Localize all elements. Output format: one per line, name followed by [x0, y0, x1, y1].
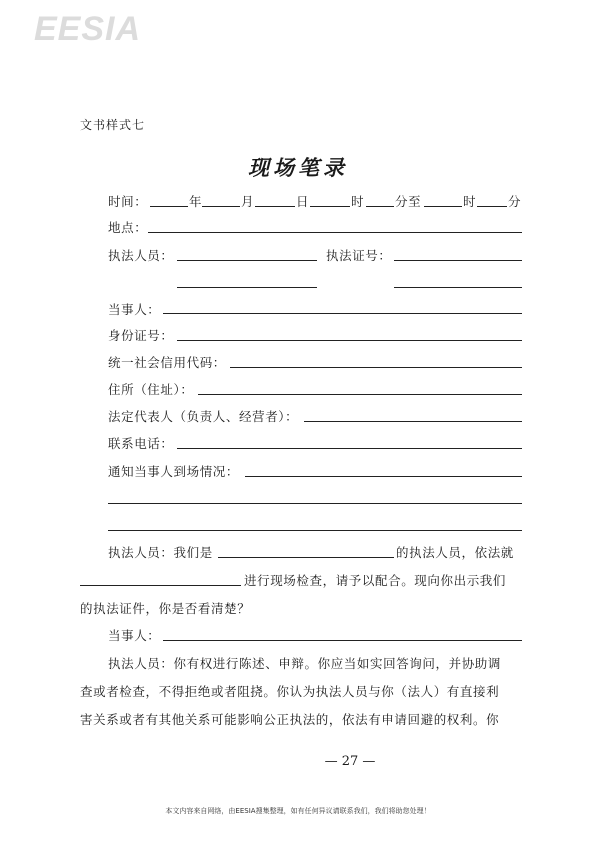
- month-field[interactable]: [202, 206, 240, 207]
- phone-field[interactable]: [177, 448, 522, 449]
- hour2-field[interactable]: [424, 206, 462, 207]
- hour2-label: 时: [463, 194, 477, 209]
- officers-field-2[interactable]: [177, 287, 317, 288]
- address-label: 住所（住址）：: [108, 382, 194, 397]
- statement1-line3: 的执法证件，你是否看清楚？: [80, 601, 251, 616]
- day-field[interactable]: [255, 206, 295, 207]
- place-field[interactable]: [148, 232, 522, 233]
- officers-field-1[interactable]: [177, 260, 317, 261]
- notice-field-2[interactable]: [108, 503, 522, 504]
- id-no-field[interactable]: [177, 340, 522, 341]
- legal-rep-label: 法定代表人（负责人、经营者）：: [108, 409, 299, 424]
- day-label: 日: [296, 194, 310, 209]
- agency-field[interactable]: [218, 557, 394, 558]
- legal-rep-field[interactable]: [304, 421, 522, 422]
- page-title: 现场笔录: [248, 155, 348, 180]
- place-label: 地点：: [108, 220, 148, 235]
- hour-label: 时: [351, 194, 365, 209]
- page-number: — 27 —: [324, 754, 376, 769]
- party-field[interactable]: [163, 313, 522, 314]
- time-label: 时间：: [108, 194, 148, 209]
- footer-note: 本文内容来自网络，由EESIA搜集整理，如有任何异议请联系我们，我们将助您处理！: [165, 807, 431, 815]
- party-label: 当事人：: [108, 302, 161, 317]
- notice-field-3[interactable]: [108, 530, 522, 531]
- statement1-prefix: 执法人员：我们是: [108, 545, 213, 560]
- statement2-line3: 害关系或者有其他关系可能影响公正执法的，依法有申请回避的权利。你: [80, 712, 500, 727]
- notice-label: 通知当事人到场情况：: [108, 464, 240, 479]
- eesia-logo: EESIA: [34, 10, 142, 48]
- address-field[interactable]: [198, 394, 522, 395]
- credit-code-label: 统一社会信用代码：: [108, 355, 226, 370]
- minute2-field[interactable]: [477, 206, 507, 207]
- party-reply-label: 当事人：: [108, 628, 161, 643]
- cert-no-label: 执法证号：: [326, 248, 392, 263]
- statement2-line1: 执法人员：你有权进行陈述、申辩。你应当如实回答询问，并协助调: [108, 656, 502, 671]
- phone-label: 联系电话：: [108, 436, 174, 451]
- year-label: 年: [189, 194, 203, 209]
- officers-label: 执法人员：: [108, 248, 174, 263]
- minute2-label: 分: [508, 194, 522, 209]
- statement1-line2: 进行现场检查，请予以配合。现向你出示我们: [244, 573, 507, 588]
- minute-to-label: 分至: [395, 194, 422, 209]
- document-type-label: 文书样式七: [80, 118, 146, 132]
- cert-no-field-2[interactable]: [394, 287, 522, 288]
- year-field[interactable]: [150, 206, 188, 207]
- statement1-middle: 的执法人员，依法就: [396, 545, 514, 560]
- notice-field-1[interactable]: [245, 476, 522, 477]
- hour-field[interactable]: [310, 206, 350, 207]
- minute-field[interactable]: [366, 206, 394, 207]
- credit-code-field[interactable]: [230, 367, 522, 368]
- inspection-subject-field[interactable]: [80, 585, 241, 586]
- party-reply-field[interactable]: [163, 640, 522, 641]
- month-label: 月: [241, 194, 255, 209]
- cert-no-field-1[interactable]: [394, 260, 522, 261]
- id-no-label: 身份证号：: [108, 328, 174, 343]
- statement2-line2: 查或者检查，不得拒绝或者阻挠。你认为执法人员与你（法人）有直接利: [80, 684, 500, 699]
